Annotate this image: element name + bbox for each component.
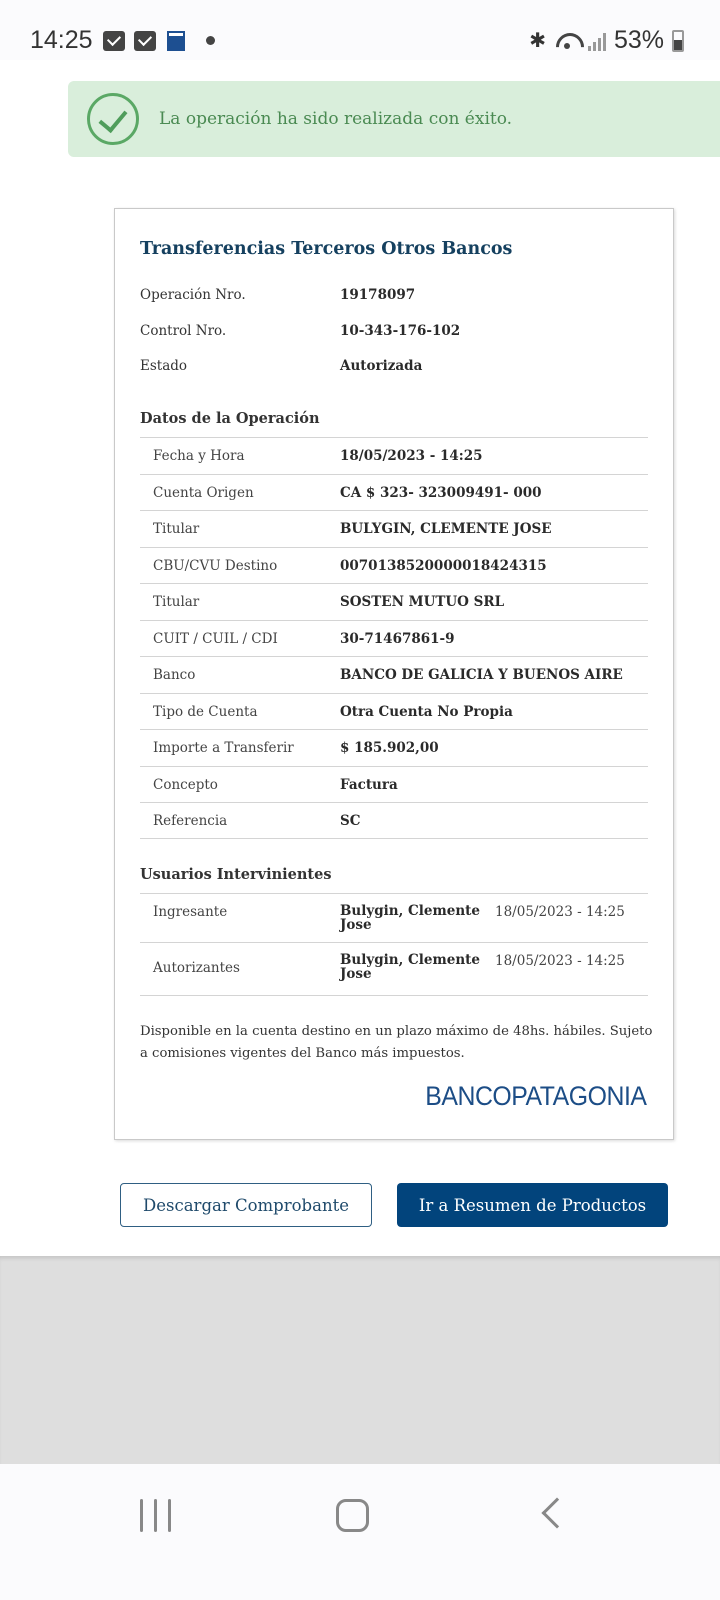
bluetooth-icon: ✱ [529, 30, 546, 52]
disclaimer-note: Disponible en la cuenta destino en un plazo máximo de 48hs. hábiles. Sujeto a comisiones vigentes del Banco más impuestos. [140, 1024, 653, 1061]
check-circle-icon [87, 93, 139, 145]
user-role: Ingresante [153, 904, 228, 920]
table-row [140, 583, 648, 620]
row-label: Titular [153, 521, 200, 537]
mail-icon [103, 31, 125, 51]
summary-value: 19178097 [340, 287, 416, 303]
battery-percent: 53% [613, 26, 664, 54]
products-summary-button[interactable]: Ir a Resumen de Productos [397, 1183, 668, 1227]
user-datetime: 18/05/2023 - 14:25 [495, 953, 625, 969]
table-row [140, 437, 648, 474]
summary-label: Estado [140, 358, 188, 374]
table-row [140, 474, 648, 511]
row-label: Referencia [153, 813, 228, 829]
user-name: Bulygin, Clemente Jose [340, 952, 480, 982]
status-value: Autorizada [340, 358, 423, 374]
row-label: Fecha y Hora [153, 448, 245, 464]
row-label: Importe a Transferir [153, 740, 294, 756]
row-value: Otra Cuenta No Propia [340, 703, 513, 720]
row-value: 0070138520000018424315 [340, 557, 547, 574]
user-role: Autorizantes [153, 960, 240, 976]
home-icon[interactable] [336, 1499, 369, 1532]
success-alert [68, 81, 720, 157]
receipt-card [114, 208, 674, 1140]
row-value: SC [340, 813, 361, 829]
system-nav-bar [0, 1464, 720, 1600]
table-row [140, 510, 648, 547]
recent-apps-icon[interactable] [140, 1499, 171, 1532]
background-area [0, 1256, 720, 1464]
table-row [140, 693, 648, 730]
alert-message: La operación ha sido realizada con éxito. [159, 109, 513, 129]
download-receipt-button[interactable]: Descargar Comprobante [120, 1183, 372, 1227]
row-value: CA $ 323- 323009491- 000 [340, 484, 542, 501]
operation-table [140, 437, 648, 839]
table-row [140, 729, 648, 766]
dot-icon [206, 36, 215, 45]
users-section-title: Usuarios Intervinientes [140, 866, 332, 883]
summary-label: Control Nro. [140, 323, 227, 339]
row-value: BULYGIN, CLEMENTE JOSE [340, 521, 552, 537]
row-value: 18/05/2023 - 14:25 [340, 448, 483, 464]
back-icon[interactable] [541, 1497, 572, 1528]
user-row [140, 893, 648, 942]
battery-icon [672, 30, 684, 52]
row-label: Tipo de Cuenta [153, 703, 258, 720]
amount-value: $ 185.902,00 [340, 740, 439, 756]
row-label: CBU/CVU Destino [153, 557, 278, 574]
main-content [0, 60, 720, 1256]
bank-logo: BANCOPATAGONIA [425, 1081, 647, 1111]
row-value: BANCO DE GALICIA Y BUENOS AIRE [340, 667, 623, 683]
row-value: SOSTEN MUTUO SRL [340, 594, 505, 610]
row-label: CUIT / CUIL / CDI [153, 630, 278, 647]
wifi-icon [554, 31, 580, 51]
row-value: Factura [340, 776, 398, 793]
status-time: 14:25 [30, 26, 93, 54]
table-row [140, 656, 648, 693]
row-label: Titular [153, 594, 200, 610]
table-row [140, 766, 648, 803]
row-label: Cuenta Origen [153, 484, 254, 501]
table-row [140, 547, 648, 584]
system-icons [529, 26, 684, 55]
row-label: Banco [153, 667, 196, 683]
receipt-title: Transferencias Terceros Otros Bancos [140, 239, 513, 259]
mail-icon [134, 31, 156, 51]
summary-value: 10-343-176-102 [340, 323, 461, 339]
table-row [140, 802, 648, 839]
row-label: Concepto [153, 776, 218, 793]
summary-label: Operación Nro. [140, 287, 246, 303]
user-row [140, 942, 648, 996]
bank-app-icon [167, 31, 185, 51]
table-row [140, 620, 648, 657]
users-table [140, 893, 648, 996]
user-name: Bulygin, Clemente Jose [340, 903, 480, 933]
row-value: 30-71467861-9 [340, 630, 455, 647]
signal-icon [588, 31, 606, 51]
user-datetime: 18/05/2023 - 14:25 [495, 904, 625, 920]
status-bar [0, 0, 720, 60]
operation-section-title: Datos de la Operación [140, 410, 320, 427]
